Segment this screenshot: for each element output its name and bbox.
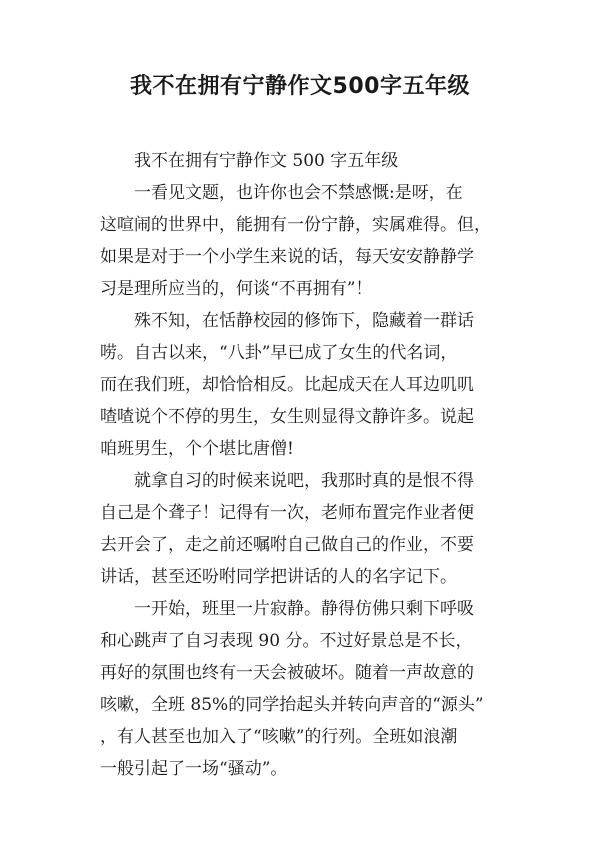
paragraph-line: 咱班男生，个个堪比唐僧! <box>100 439 294 459</box>
paragraph-line: 就拿自习的时候来说吧，我那时真的是恨不得 <box>134 471 474 491</box>
paragraph-line: 而在我们班，却恰恰相反。比起成天在人耳边叽叽 <box>100 375 474 395</box>
paragraph-line: 殊不知，在恬静校园的修饰下，隐藏着一群话 <box>134 311 474 331</box>
paragraph-line: 一看见文题，也许你也会不禁感慨:是呀，在 <box>134 183 463 203</box>
paragraph-line: 咳嗽，全班 85%的同学抬起头并转向声音的“源头” <box>100 695 484 715</box>
paragraph-line: 习是理所应当的，何谈“不再拥有”！ <box>100 279 373 299</box>
paragraph-line: 再好的氛围也终有一天会被破坏。随着一声故意的 <box>100 663 474 683</box>
paragraph-line: 自己是个聋子！记得有一次，老师布置完作业者便 <box>100 503 474 523</box>
paragraph-line: 讲话，甚至还吩咐同学把讲话的人的名字记下。 <box>100 567 457 587</box>
paragraph-line: 一般引起了一场“骚动”。 <box>100 759 288 779</box>
paragraph-line: 一开始，班里一片寂静。静得仿佛只剩下呼吸 <box>134 599 474 619</box>
paragraph-line: 喳喳说个不停的男生，女生则显得文静许多。说起 <box>100 407 474 427</box>
paragraph-line: 唠。自古以来，“八卦”早已成了女生的代名词， <box>100 343 458 363</box>
paragraph-line: 和心跳声了自习表现 90 分。不过好景总是不长， <box>100 631 473 651</box>
document-title: 我不在拥有宁静作文500字五年级 <box>130 74 470 99</box>
paragraph-line: 这喧闹的世界中，能拥有一份宁静，实属难得。但， <box>100 215 491 235</box>
paragraph-line: 如果是对于一个小学生来说的话，每天安安静静学 <box>100 247 474 267</box>
paragraph-line: 去开会了，走之前还嘱咐自己做自己的作业，不要 <box>100 535 474 555</box>
paragraph-line: 我不在拥有宁静作文 500 字五年级 <box>134 151 399 171</box>
paragraph-line: ，有人甚至也加入了“咳嗽”的行列。全班如浪潮 <box>100 727 458 747</box>
document-body <box>100 145 510 785</box>
